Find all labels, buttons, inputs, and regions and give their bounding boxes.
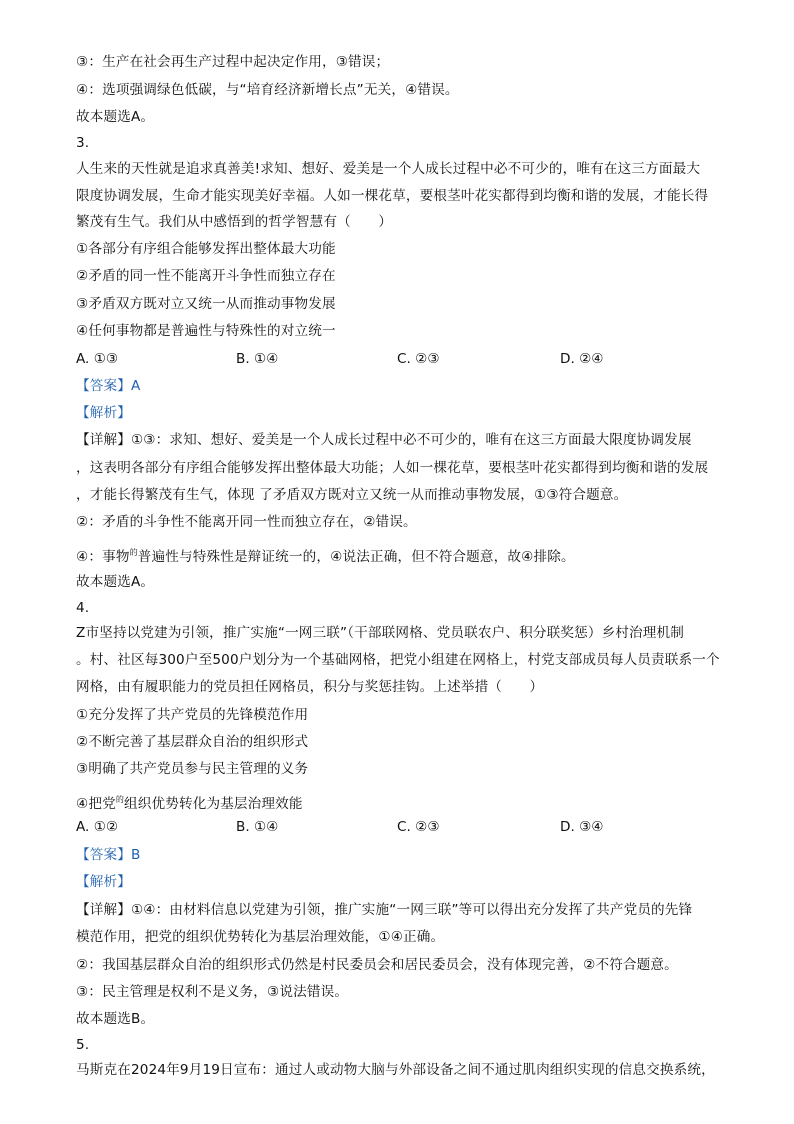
choice-b: B. ①④ xyxy=(236,819,279,835)
answer-label: 【答案】A xyxy=(76,378,141,394)
answer-line xyxy=(76,846,140,864)
detail-line: ②：我国基层群众自治的组织形式仍然是村民委员会和居民委员会，没有体现完善，②不符合题意。 xyxy=(76,957,678,973)
statement-option: ③矛盾双方既对立又统一从而推动事物发展 xyxy=(76,296,336,312)
question-stem-line: 人生来的天性就是追求真善美!求知、想好、爱美是一个人成长过程中必不可少的，唯有在这三方面最大 xyxy=(76,161,701,177)
question-stem-line: 网格，由有履职能力的党员担任网格员，积分与奖惩挂钩。上述举措（ ） xyxy=(76,679,544,695)
conclusion-line: 故本题选A。 xyxy=(76,109,155,125)
question-stem-line: 。村、社区每300户至500户划分为一个基础网格，把党小组建在网格上，村党支部成员每人员责联系一个 xyxy=(76,652,720,668)
question-stem-line: Z市坚持以党建为引领，推广实施“一网三联”（干部联网格、党员联农户、积分联奖惩）乡村治理机制 xyxy=(76,625,685,641)
explanation-line: ④：选项强调绿色低碳，与“培育经济新增长点”无关，④错误。 xyxy=(76,82,459,98)
choice-c: C. ②③ xyxy=(397,819,440,835)
choice-b: B. ①④ xyxy=(236,351,279,367)
detail-line: ③：民主管理是权利不是义务，③说法错误。 xyxy=(76,984,349,1000)
question-number: 4. xyxy=(76,600,90,616)
detail-line: 【详解】①④：由材料信息以党建为引领，推广实施“一网三联”等可以得出充分发挥了共产党员的先锋 xyxy=(76,902,693,918)
question-number: 5. xyxy=(76,1037,90,1053)
option-text: ④把党 xyxy=(76,796,116,812)
question-number: 3. xyxy=(76,135,90,151)
explanation-line: ③：生产在社会再生产过程中起决定作用，③错误； xyxy=(76,54,390,70)
choice-a: A. ①② xyxy=(76,819,119,835)
conclusion-line: 故本题选B。 xyxy=(76,1011,155,1027)
statement-option xyxy=(76,791,303,813)
detail-line: 模范作用，把党的组织优势转化为基层治理效能，①④正确。 xyxy=(76,929,445,945)
detail-line: ，才能长得繁茂有生气，体现 了矛盾双方既对立又统一从而推动事物发展，①③符合题意。 xyxy=(76,487,628,503)
question-stem-line: 限度协调发展，生命才能实现美好幸福。人如一棵花草，要根茎叶花实都得到均衡和谐的发展，才能长得 xyxy=(76,188,709,204)
statement-option: ②不断完善了基层群众自治的组织形式 xyxy=(76,734,309,750)
statement-option: ④任何事物都是普遍性与特殊性的对立统一 xyxy=(76,323,336,339)
choice-d: D. ③④ xyxy=(560,819,604,835)
choice-d: D. ②④ xyxy=(560,351,604,367)
detail-line: 【详解】①③：求知、想好、爱美是一个人成长过程中必不可少的，唯有在这三方面最大限度协调发展 xyxy=(76,432,692,448)
choice-c: C. ②③ xyxy=(397,351,440,367)
option-text: 组织优势转化为基层治理效能 xyxy=(123,796,303,812)
statement-option: ③明确了共产党员参与民主管理的义务 xyxy=(76,761,309,777)
small-character: 的 xyxy=(129,548,138,557)
question-stem-line: 马斯克在2024年9月19日宣布：通过人或动物大脑与外部设备之间不通过肌肉组织实现的信息交换系统， xyxy=(76,1062,715,1078)
conclusion-line: 故本题选A。 xyxy=(76,574,155,590)
detail-text: ④：事物 xyxy=(76,549,130,565)
statement-option: ①各部分有序组合能够发挥出整体最大功能 xyxy=(76,241,336,257)
small-character: 的 xyxy=(115,795,124,804)
statement-option: ②矛盾的同一性不能离开斗争性而独立存在 xyxy=(76,268,336,284)
answer-line xyxy=(76,377,140,395)
question-stem-line: 繁茂有生气。我们从中感悟到的哲学智慧有（ ） xyxy=(76,214,393,230)
detail-line xyxy=(76,544,575,566)
analysis-label: 【解析】 xyxy=(76,405,131,421)
choice-a: A. ①③ xyxy=(76,351,119,367)
detail-line: ②：矛盾的斗争性不能离开同一性而独立存在，②错误。 xyxy=(76,514,417,530)
answer-label: 【答案】B xyxy=(76,847,141,863)
analysis-label: 【解析】 xyxy=(76,874,131,890)
detail-line: ，这表明各部分有序组合能够发挥出整体最大功能；人如一棵花草，要根茎叶花实都得到均衡和谐的发展 xyxy=(76,460,709,476)
statement-option: ①充分发挥了共产党员的先锋模范作用 xyxy=(76,707,309,723)
detail-text: 普遍性与特殊性是辩证统一的，④说法正确，但不符合题意，故④排除。 xyxy=(137,549,575,565)
